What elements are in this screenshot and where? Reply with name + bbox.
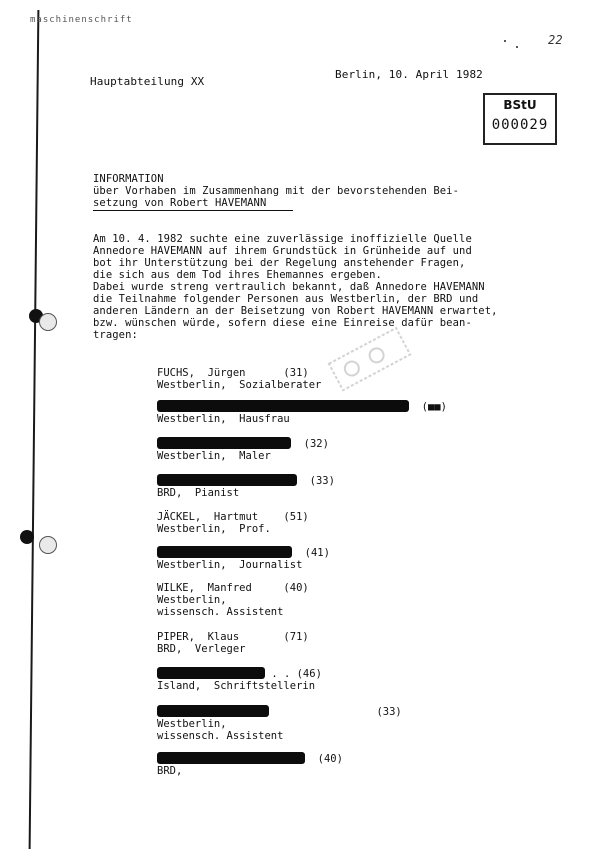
redaction-bar <box>157 474 297 486</box>
person-age: (46) <box>296 668 322 680</box>
person-name-line <box>157 752 343 765</box>
person-age: (■■) <box>421 401 447 413</box>
stamp-label: BStU <box>503 98 537 112</box>
person-detail: Westberlin, wissensch. Assistent <box>157 594 284 618</box>
archive-stamp <box>483 93 557 145</box>
person-name-line <box>157 546 330 559</box>
person-age: (33) <box>309 475 335 487</box>
person-name-line <box>157 437 329 450</box>
person-name-line: FUCHS, Jürgen (31) <box>157 367 309 379</box>
redaction-bar <box>157 705 269 717</box>
person-name-line: . . (46) <box>157 667 322 680</box>
person-entry <box>157 582 309 618</box>
speck <box>504 40 506 42</box>
person-name-line: PIPER, Klaus (71) <box>157 631 309 643</box>
document-body: Am 10. 4. 1982 suchte eine zuverlässige inoffizielle Quelle Annedore HAVEMANN auf ihrem Grundstück in Grünheide auf und bot ihr Unterstützung bei der Regelung anstehender Fragen, die sich aus dem Tod ihres Ehemannes ergeben. Dabei wurde streng vertraulich bekannt, daß Annedore HAVEMANN die Teilnahme folgender Personen aus Westberlin, der BRD und anderen Ländern an der Beisetzung von Robert HAVEMANN erwartet, bzw. wünschen würde, sofern diese eine Einreise dafür bean- tragen: <box>93 233 498 341</box>
person-age: (33) <box>376 706 402 718</box>
person-name-line <box>157 400 447 413</box>
speck <box>516 46 518 48</box>
person-entry <box>157 474 335 499</box>
person-detail: Westberlin, Journalist <box>157 559 303 571</box>
person-entry <box>157 367 321 391</box>
stamp-number: 000029 <box>491 117 549 133</box>
redaction-bar <box>157 546 292 558</box>
top-strip-text: maschinenschrift <box>30 15 133 25</box>
document-title: INFORMATION <box>93 173 164 185</box>
person-name-line <box>157 474 335 487</box>
person-name-line: WILKE, Manfred (40) <box>157 582 309 594</box>
person-entry <box>157 631 309 655</box>
redaction-bar <box>157 437 291 449</box>
person-entry <box>157 437 329 462</box>
subject-underline <box>93 210 293 211</box>
person-detail: Island, Schriftstellerin <box>157 680 316 692</box>
person-entry <box>157 752 343 777</box>
punch-hole <box>39 313 57 331</box>
person-entry <box>157 511 309 535</box>
person-entry <box>157 400 447 425</box>
person-age: (41) <box>304 547 330 559</box>
place-date: Berlin, 10. April 1982 <box>335 68 483 81</box>
redaction-bar <box>157 752 305 764</box>
person-detail: Westberlin, Maler <box>157 450 271 462</box>
person-age: (40) <box>317 753 343 765</box>
person-detail: Westberlin, Hausfrau <box>157 413 290 425</box>
binding-line <box>29 10 40 849</box>
redaction-bar <box>157 400 409 412</box>
person-name-line: JÄCKEL, Hartmut (51) <box>157 511 309 523</box>
page-number: 22 <box>548 33 563 47</box>
person-age: (32) <box>303 438 329 450</box>
person-detail: Westberlin, wissensch. Assistent <box>157 718 284 742</box>
person-detail: BRD, <box>157 765 183 777</box>
person-detail: BRD, Pianist <box>157 487 240 499</box>
redaction-bar <box>157 667 265 679</box>
person-entry <box>157 546 330 571</box>
document-subject: über Vorhaben im Zusammenhang mit der bevorstehenden Bei- setzung von Robert HAVEMANN <box>93 185 460 209</box>
person-name-line <box>157 705 402 718</box>
punch-hole-dark <box>20 530 34 544</box>
department-heading: Hauptabteilung XX <box>90 75 205 88</box>
person-detail: Westberlin, Sozialberater <box>157 379 322 391</box>
person-detail: Westberlin, Prof. <box>157 523 271 535</box>
punch-hole <box>39 536 57 554</box>
person-detail: BRD, Verleger <box>157 643 246 655</box>
person-entry <box>157 705 402 742</box>
person-entry <box>157 667 322 692</box>
